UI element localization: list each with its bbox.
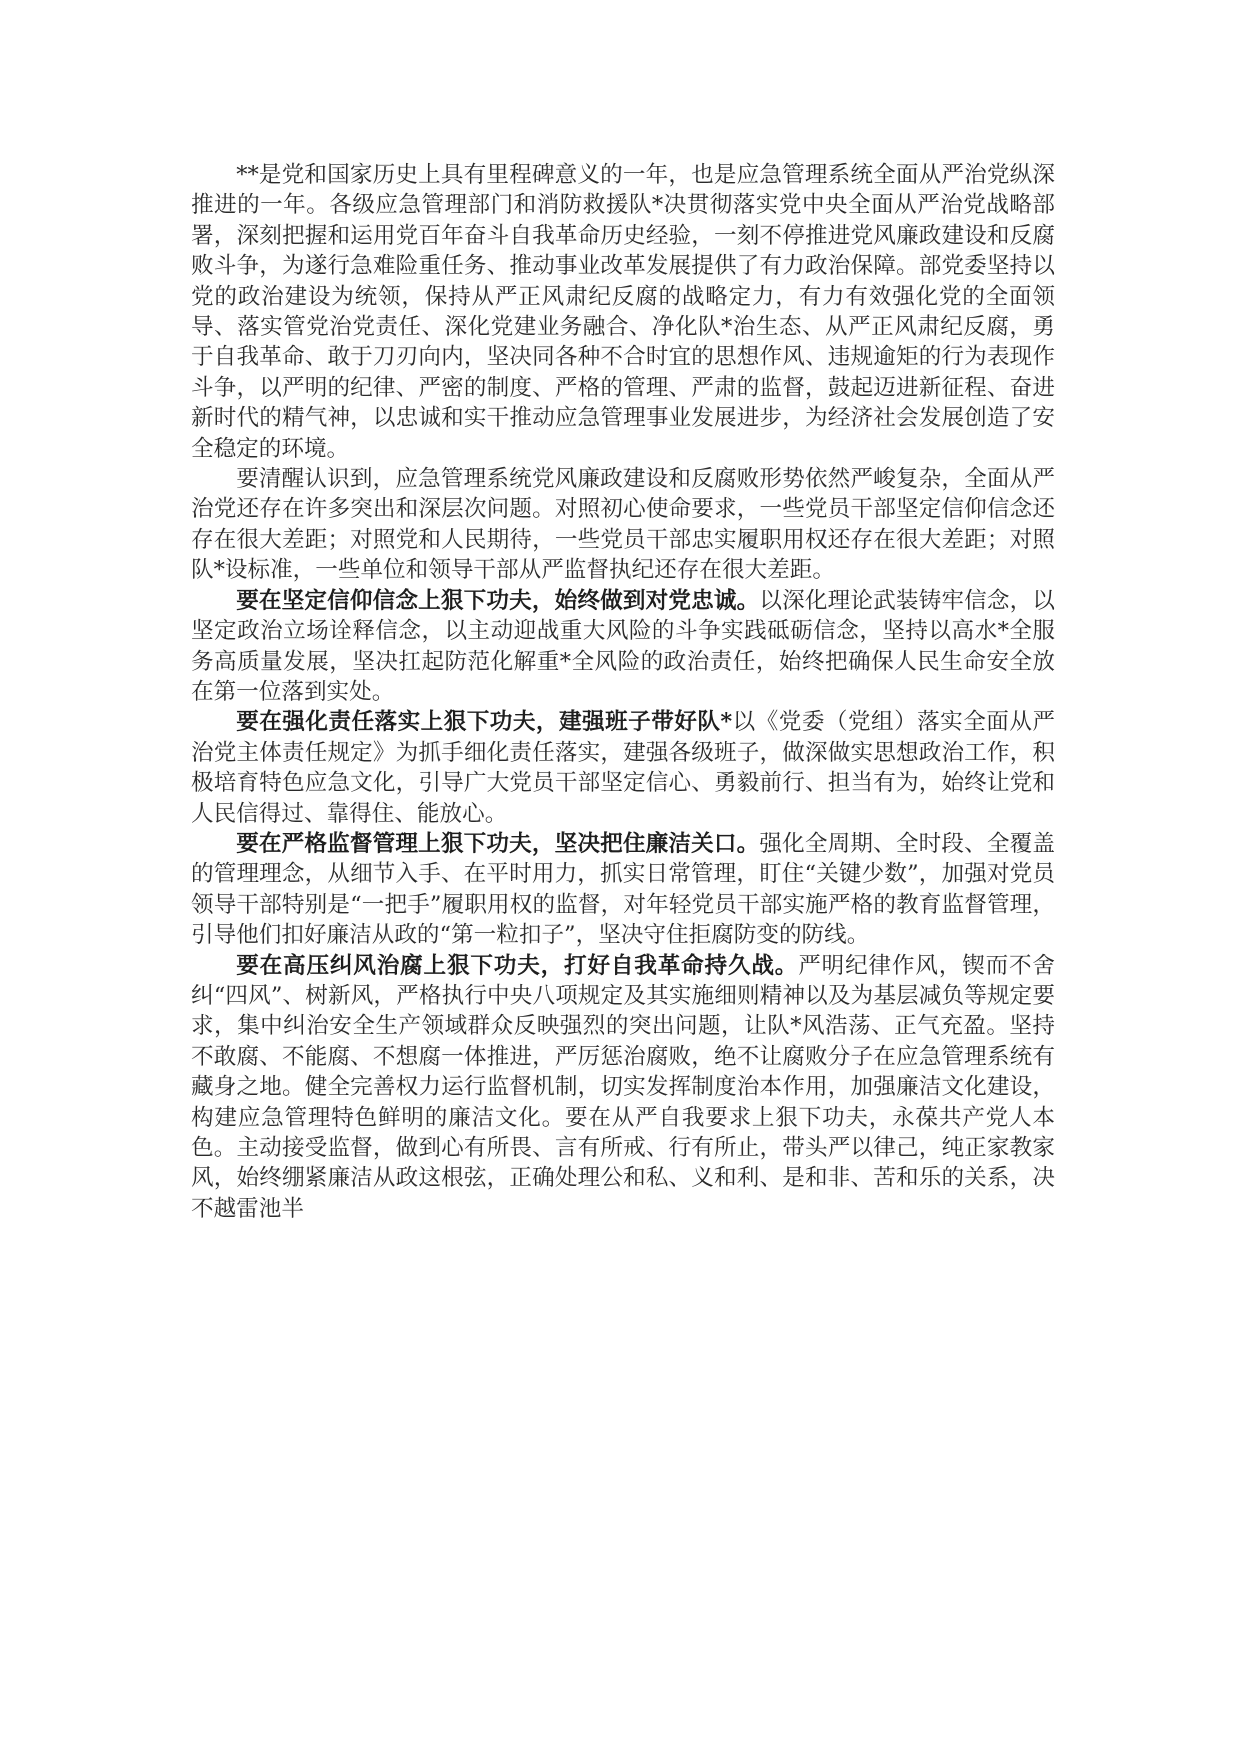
paragraph-5-text: 强化全周期、全时段、全覆盖的管理理念，从细节入手、在平时用力，抓实日常管理，盯住“关键少数”，加强对党员领导干部特别是“一把手”履职用权的监督，对年轻党员干部实施严格的教育监督管理，引导他们扣好廉洁从政的“第一粒扣子”，坚决守住拒腐防变的防线。 [191, 830, 1056, 949]
paragraph-2-text: 要清醒认识到，应急管理系统党风廉政建设和反腐败形势依然严峻复杂，全面从严治党还存在许多突出和深层次问题。对照初心使命要求，一些党员干部坚定信仰信念还存在很大差距；对照党和人民期待，一些党员干部忠实履职用权还存在很大差距；对照队*设标准，一些单位和领导干部从严监督执纪还存在很大差距。 [191, 466, 1055, 584]
paragraph-6-lead: 要在高压纠风治腐上狠下功夫，打好自我革命持久战。 [236, 952, 799, 979]
paragraph-5-lead: 要在严格监督管理上狠下功夫，坚决把住廉洁关口。 [236, 830, 760, 857]
paragraph-1-text: **是党和国家历史上具有里程碑意义的一年，也是应急管理系统全面从严治党纵深推进的一年。各级应急管理部门和消防救援队*决贯彻落实党中央全面从严治党战略部署，深刻把握和运用党百年奋斗自我革命历史经验，一刻不停推进党风廉政建设和反腐败斗争，为遂行急难险重任务、推动事业改革发展提供了有力政治保障。部党委坚持以党的政治建设为统领，保持从严正风肃纪反腐的战略定力，有力有效强化党的全面领导、落实管党治党责任、深化党建业务融合、净化队*治生态、从严正风肃纪反腐，勇于自我革命、敢于刀刃向内，坚决同各种不合时宜的思想作风、违规逾矩的行为表现作斗争，以严明的纪律、严密的制度、严格的管理、严肃的监督，鼓起迈进新征程、奋进新时代的精气神，以忠诚和实干推动应急管理事业发展进步，为经济社会发展创造了安全稳定的环境。 [191, 162, 1055, 462]
paragraph-5 [191, 829, 1055, 951]
document-body [191, 160, 1055, 1224]
paragraph-4-text: 以《党委（党组）落实全面从严治党主体责任规定》为抓手细化责任落实，建强各级班子，做深做实思想政治工作，积极培育特色应急文化，引导广大党员干部坚定信心、勇毅前行、担当有为，始终让党和人民信得过、靠得住、能放心。 [191, 709, 1055, 827]
paragraph-6-text: 严明纪律作风，锲而不舍纠“四风”、树新风，严格执行中央八项规定及其实施细则精神以及为基层减负等规定要求，集中纠治安全生产领域群众反映强烈的突出问题，让队*风浩荡、正气充盈。坚持不敢腐、不能腐、不想腐一体推进，严厉惩治腐败，绝不让腐败分子在应急管理系统有藏身之地。健全完善权力运行监督机制，切实发挥制度治本作用，加强廉洁文化建设，构建应急管理特色鲜明的廉洁文化。要在从严自我要求上狠下功夫，永葆共产党人本色。主动接受监督，做到心有所畏、言有所戒、行有所止，带头严以律己，纯正家教家风，始终绷紧廉洁从政这根弦，正确处理公和私、义和利、是和非、苦和乐的关系，决不越雷池半 [191, 952, 1056, 1222]
paragraph-3 [191, 586, 1055, 708]
paragraph-3-lead: 要在坚定信仰信念上狠下功夫，始终做到对党忠诚。 [236, 587, 760, 614]
paragraph-6 [191, 951, 1055, 1225]
paragraph-4 [191, 707, 1055, 829]
paragraph-2 [191, 464, 1055, 586]
paragraph-3-text: 以深化理论武装铸牢信念，以坚定政治立场诠释信念，以主动迎战重大风险的斗争实践砥砺信念，坚持以高水*全服务高质量发展，坚决扛起防范化解重*全风险的政治责任，始终把确保人民生命安全放在第一位落到实处。 [191, 587, 1056, 705]
paragraph-4-lead: 要在强化责任落实上狠下功夫，建强班子带好队* [236, 709, 733, 736]
paragraph-1 [191, 160, 1055, 464]
